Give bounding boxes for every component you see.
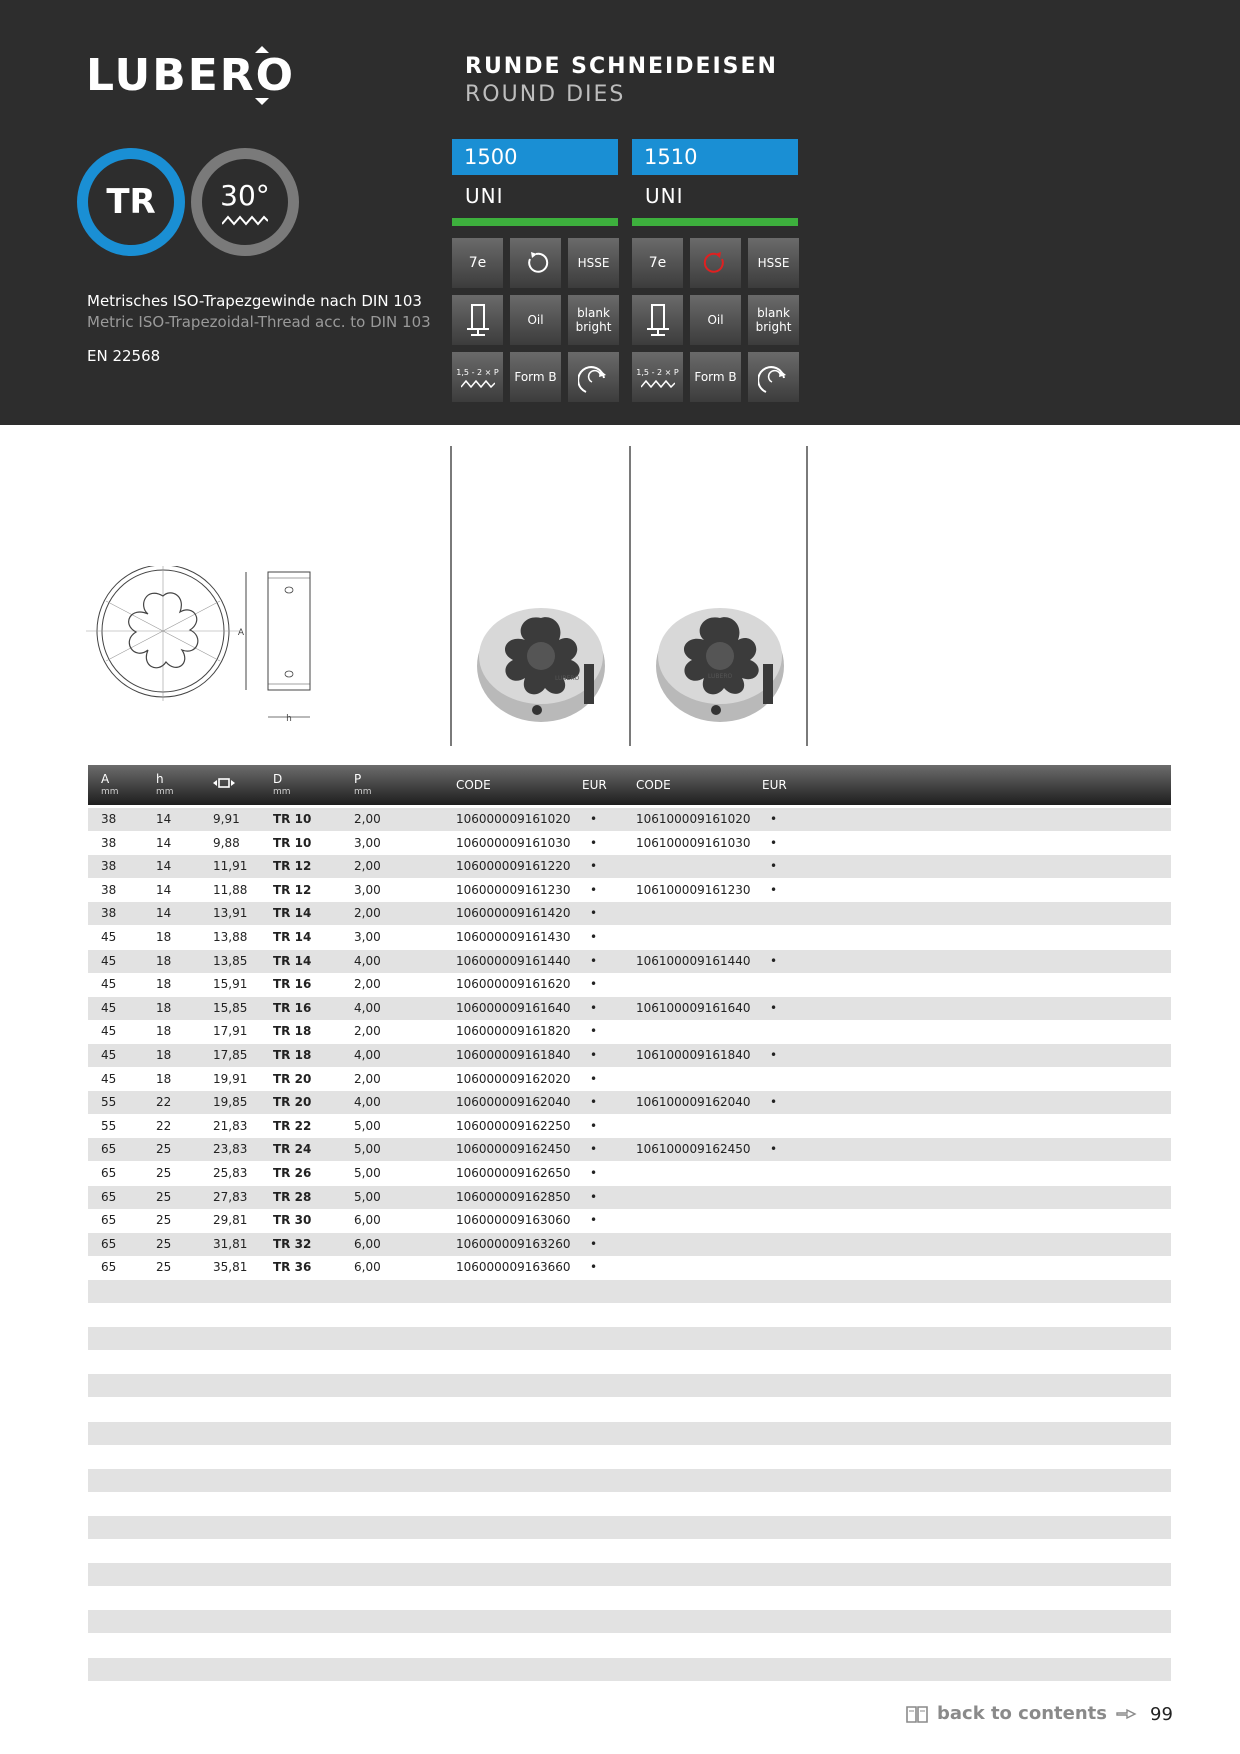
- form-label: Form B: [694, 370, 737, 384]
- table-row: [88, 1138, 1171, 1161]
- cell-eur-1510: •: [770, 836, 778, 850]
- cell-d: TR 24: [273, 1142, 312, 1156]
- cell-core: 25,83: [213, 1166, 248, 1180]
- surface-tile: [748, 295, 799, 345]
- table-header: [88, 765, 1171, 805]
- table-row: [88, 808, 1171, 831]
- cell-core: 31,81: [213, 1237, 248, 1251]
- column-divider: [806, 446, 808, 746]
- cell-d: TR 16: [273, 1001, 312, 1015]
- cutting-direction-icon: [758, 360, 790, 394]
- cell-p: 3,00: [354, 883, 381, 897]
- cell-eur-1500: •: [590, 1213, 598, 1227]
- cell-core: 21,83: [213, 1119, 248, 1133]
- table-row: [88, 1186, 1171, 1209]
- cell-eur-1500: •: [590, 1142, 598, 1156]
- cell-code-1510: 106100009162040: [636, 1095, 751, 1109]
- table-row: [88, 832, 1171, 855]
- cell-p: 2,00: [354, 1072, 381, 1086]
- cell-core: 9,91: [213, 812, 240, 826]
- cell-code-1500: 106000009162850: [456, 1190, 571, 1204]
- table-row: [88, 1020, 1171, 1043]
- cell-h: 14: [156, 906, 172, 920]
- cell-a: 45: [101, 1001, 117, 1015]
- cell-code-1500: 106000009161820: [456, 1024, 571, 1038]
- cell-d: TR 32: [273, 1237, 312, 1251]
- cell-p: 5,00: [354, 1142, 381, 1156]
- cell-p: 6,00: [354, 1237, 381, 1251]
- cell-p: 5,00: [354, 1166, 381, 1180]
- cell-core: 15,91: [213, 977, 248, 991]
- description-en: Metric ISO-Trapezoidal-Thread acc. to DIN 103: [87, 313, 431, 331]
- table-row: [88, 855, 1171, 878]
- cell-code-1500: 106000009162450: [456, 1142, 571, 1156]
- cell-eur-1500: •: [590, 977, 598, 991]
- cell-a: 38: [101, 812, 117, 826]
- surface-tile: [568, 295, 619, 345]
- cell-eur-1510: •: [770, 1001, 778, 1015]
- cell-eur-1500: •: [590, 1166, 598, 1180]
- empty-table-row: [88, 1374, 1171, 1397]
- col-header-eur-1500: EUR: [582, 778, 607, 792]
- cell-code-1500: 106000009161840: [456, 1048, 571, 1062]
- cell-a: 45: [101, 1024, 117, 1038]
- table-row: [88, 1068, 1171, 1091]
- cell-h: 22: [156, 1119, 172, 1133]
- cell-d: TR 18: [273, 1048, 312, 1062]
- table-row: [88, 950, 1171, 973]
- empty-table-row: [88, 1327, 1171, 1350]
- cell-eur-1510: •: [770, 883, 778, 897]
- page-title-en: ROUND DIES: [465, 82, 626, 107]
- coolant-tile: [690, 295, 741, 345]
- table-row: [88, 997, 1171, 1020]
- cell-p: 2,00: [354, 1024, 381, 1038]
- photo-brand-label: LUBERO: [708, 673, 733, 680]
- col-header-unit: mm: [354, 787, 372, 797]
- core-diameter-icon: [213, 777, 235, 789]
- col-header-label: A: [101, 772, 110, 786]
- col-header-label: h: [156, 772, 164, 786]
- cell-h: 14: [156, 883, 172, 897]
- empty-table-row: [88, 1563, 1171, 1586]
- col-header-unit: mm: [273, 787, 291, 797]
- cell-a: 45: [101, 954, 117, 968]
- cell-code-1500: 106000009161230: [456, 883, 571, 897]
- cell-eur-1500: •: [590, 954, 598, 968]
- cell-code-1500: 106000009162020: [456, 1072, 571, 1086]
- col-header-unit: mm: [101, 787, 119, 797]
- product-type-1510: UNI: [645, 184, 684, 208]
- product-code-tab-1510: 1510: [632, 139, 798, 175]
- cell-h: 14: [156, 812, 172, 826]
- table-row: [88, 973, 1171, 996]
- left-hand-rotation-icon: [702, 249, 730, 277]
- cell-h: 14: [156, 836, 172, 850]
- material-tile: [748, 238, 799, 288]
- through-hole-tile: [452, 295, 503, 345]
- logo-mark-top-icon: [255, 46, 269, 53]
- cell-p: 2,00: [354, 812, 381, 826]
- table-row: [88, 1115, 1171, 1138]
- cell-a: 65: [101, 1213, 117, 1227]
- empty-table-row: [88, 1658, 1171, 1681]
- cell-eur-1500: •: [590, 1001, 598, 1015]
- cell-code-1500: 106000009162040: [456, 1095, 571, 1109]
- cell-eur-1500: •: [590, 1072, 598, 1086]
- cell-code-1500: 106000009161420: [456, 906, 571, 920]
- cell-eur-1500: •: [590, 1048, 598, 1062]
- col-header-label: D: [273, 772, 283, 786]
- cell-p: 4,00: [354, 1001, 381, 1015]
- cell-core: 17,91: [213, 1024, 248, 1038]
- chamfer-icon: [641, 380, 675, 388]
- product-photo-1510: [652, 604, 788, 724]
- table-row: [88, 879, 1171, 902]
- cell-p: 4,00: [354, 1095, 381, 1109]
- cell-core: 17,85: [213, 1048, 248, 1062]
- cell-a: 45: [101, 977, 117, 991]
- cell-eur-1500: •: [590, 859, 598, 873]
- cell-p: 3,00: [354, 836, 381, 850]
- empty-table-row: [88, 1634, 1171, 1657]
- description-de: Metrisches ISO-Trapezgewinde nach DIN 103: [87, 292, 422, 310]
- tolerance-label: 7e: [468, 255, 487, 271]
- cell-a: 38: [101, 836, 117, 850]
- chamfer-icon: [461, 380, 495, 388]
- cell-d: TR 30: [273, 1213, 312, 1227]
- cell-code-1500: 106000009161030: [456, 836, 571, 850]
- empty-table-row: [88, 1540, 1171, 1563]
- tolerance-tile: [452, 238, 503, 288]
- cell-a: 38: [101, 859, 117, 873]
- cell-a: 65: [101, 1166, 117, 1180]
- cell-h: 25: [156, 1260, 172, 1274]
- cell-d: TR 12: [273, 859, 312, 873]
- cell-d: TR 14: [273, 906, 312, 920]
- col-header-a: [101, 773, 119, 799]
- col-header-unit: mm: [156, 787, 174, 797]
- cell-code-1500: 106000009161430: [456, 930, 571, 944]
- col-header-label: P: [354, 772, 362, 786]
- cell-h: 18: [156, 954, 172, 968]
- table-row: [88, 1091, 1171, 1114]
- cell-eur-1500: •: [590, 1095, 598, 1109]
- left-hand-rotation-tile: [690, 238, 741, 288]
- cell-d: TR 36: [273, 1260, 312, 1274]
- cell-code-1510: 106100009162450: [636, 1142, 751, 1156]
- cell-core: 11,91: [213, 859, 248, 873]
- cell-eur-1510: •: [770, 954, 778, 968]
- empty-table-row: [88, 1469, 1171, 1492]
- col-header-code-1500: CODE: [456, 778, 491, 792]
- cell-h: 18: [156, 977, 172, 991]
- coolant-label: Oil: [707, 313, 724, 327]
- cell-code-1510: 106100009161230: [636, 883, 751, 897]
- header-band: [0, 0, 1240, 425]
- through-hole-tile: [632, 295, 683, 345]
- thread-angle-label: 30°: [220, 178, 270, 212]
- cell-h: 25: [156, 1237, 172, 1251]
- cell-core: 9,88: [213, 836, 240, 850]
- cell-core: 19,91: [213, 1072, 248, 1086]
- product-photo-1500: [473, 604, 609, 724]
- cell-eur-1510: •: [770, 1142, 778, 1156]
- back-to-contents-link[interactable]: [905, 1703, 1137, 1724]
- cell-eur-1500: •: [590, 1024, 598, 1038]
- product-type-1500: UNI: [465, 184, 504, 208]
- cell-eur-1500: •: [590, 883, 598, 897]
- cell-d: TR 10: [273, 836, 312, 850]
- photo-brand-label: LUBERO: [555, 675, 580, 682]
- drawing-label-a: A: [237, 628, 244, 638]
- chamfer-tile: [452, 352, 503, 402]
- cell-code-1510: 106100009161440: [636, 954, 751, 968]
- table-row: [88, 1209, 1171, 1232]
- cell-eur-1500: •: [590, 1190, 598, 1204]
- table-row: [88, 1044, 1171, 1067]
- cell-a: 55: [101, 1095, 117, 1109]
- col-header-eur-1510: EUR: [762, 778, 787, 792]
- cell-h: 25: [156, 1166, 172, 1180]
- cell-code-1500: 106000009163260: [456, 1237, 571, 1251]
- cell-a: 65: [101, 1260, 117, 1274]
- cell-code-1510: 106100009161020: [636, 812, 751, 826]
- cell-code-1500: 106000009162650: [456, 1166, 571, 1180]
- thread-wave-icon: [222, 214, 268, 226]
- cell-a: 38: [101, 883, 117, 897]
- cell-d: TR 10: [273, 812, 312, 826]
- cell-code-1500: 106000009161020: [456, 812, 571, 826]
- through-hole-icon: [645, 303, 671, 337]
- cell-h: 18: [156, 1072, 172, 1086]
- cell-p: 3,00: [354, 930, 381, 944]
- cell-eur-1510: •: [770, 1095, 778, 1109]
- back-to-contents-label[interactable]: back to contents: [937, 1703, 1107, 1724]
- cell-a: 65: [101, 1190, 117, 1204]
- cell-eur-1500: •: [590, 836, 598, 850]
- table-row: [88, 1162, 1171, 1185]
- chamfer-tile: [632, 352, 683, 402]
- cell-d: TR 14: [273, 930, 312, 944]
- cell-code-1500: 106000009161220: [456, 859, 571, 873]
- chamfer-label: 1,5 - 2 × P: [636, 368, 679, 377]
- cell-core: 23,83: [213, 1142, 248, 1156]
- cell-core: 13,85: [213, 954, 248, 968]
- cell-core: 35,81: [213, 1260, 248, 1274]
- empty-table-row: [88, 1610, 1171, 1633]
- empty-table-row: [88, 1587, 1171, 1610]
- cell-eur-1500: •: [590, 1119, 598, 1133]
- material-tile: [568, 238, 619, 288]
- coolant-tile: [510, 295, 561, 345]
- cell-core: 13,88: [213, 930, 248, 944]
- cell-p: 2,00: [354, 977, 381, 991]
- surface-label-2: bright: [575, 320, 612, 334]
- cell-h: 14: [156, 859, 172, 873]
- standard-norm: EN 22568: [87, 347, 161, 365]
- cell-eur-1500: •: [590, 1237, 598, 1251]
- cell-code-1500: 106000009161640: [456, 1001, 571, 1015]
- cell-eur-1500: •: [590, 930, 598, 944]
- col-header-h: [156, 773, 174, 799]
- table-row: [88, 1256, 1171, 1279]
- surface-label: blank: [757, 306, 790, 320]
- cell-core: 29,81: [213, 1213, 248, 1227]
- book-icon: [905, 1704, 929, 1724]
- surface-label-2: bright: [755, 320, 792, 334]
- cell-eur-1510: •: [770, 859, 778, 873]
- col-header-core-diameter: [213, 777, 235, 792]
- cell-p: 6,00: [354, 1260, 381, 1274]
- page-title-de: RUNDE SCHNEIDEISEN: [465, 54, 778, 79]
- cell-eur-1500: •: [590, 906, 598, 920]
- drawing-label-h: h: [286, 714, 292, 724]
- cutting-direction-icon: [578, 360, 610, 394]
- cell-eur-1500: •: [590, 1260, 598, 1274]
- cell-code-1500: 106000009162250: [456, 1119, 571, 1133]
- cutting-direction-tile: [568, 352, 619, 402]
- table-row: [88, 1233, 1171, 1256]
- cell-d: TR 28: [273, 1190, 312, 1204]
- cell-code-1510: 106100009161840: [636, 1048, 751, 1062]
- cell-code-1510: 106100009161030: [636, 836, 751, 850]
- column-divider: [450, 446, 452, 746]
- empty-table-row: [88, 1516, 1171, 1539]
- cell-a: 55: [101, 1119, 117, 1133]
- cell-core: 11,88: [213, 883, 248, 897]
- technical-drawing: [86, 566, 326, 726]
- cell-a: 45: [101, 1048, 117, 1062]
- cell-h: 18: [156, 930, 172, 944]
- cell-p: 2,00: [354, 906, 381, 920]
- product-bar-1510: [632, 218, 798, 226]
- cell-code-1510: 106100009161640: [636, 1001, 751, 1015]
- cell-a: 45: [101, 930, 117, 944]
- cell-p: 5,00: [354, 1119, 381, 1133]
- right-hand-rotation-tile: [510, 238, 561, 288]
- form-tile: [690, 352, 741, 402]
- cell-h: 25: [156, 1190, 172, 1204]
- thread-type-label: TR: [106, 182, 156, 222]
- table-row: [88, 926, 1171, 949]
- empty-table-row: [88, 1492, 1171, 1515]
- right-hand-rotation-icon: [522, 249, 550, 277]
- col-header-code-1510: CODE: [636, 778, 671, 792]
- cell-d: TR 12: [273, 883, 312, 897]
- chamfer-label: 1,5 - 2 × P: [456, 368, 499, 377]
- through-hole-icon: [465, 303, 491, 337]
- cell-p: 4,00: [354, 954, 381, 968]
- product-bar-1500: [452, 218, 618, 226]
- cell-h: 18: [156, 1048, 172, 1062]
- table-row: [88, 902, 1171, 925]
- product-code-tab-1500: 1500: [452, 139, 618, 175]
- coolant-label: Oil: [527, 313, 544, 327]
- cell-d: TR 20: [273, 1095, 312, 1109]
- column-divider: [629, 446, 631, 746]
- material-label: HSSE: [577, 256, 610, 270]
- form-tile: [510, 352, 561, 402]
- pointing-hand-icon: [1115, 1705, 1137, 1723]
- empty-table-row: [88, 1445, 1171, 1468]
- cell-p: 6,00: [354, 1213, 381, 1227]
- cell-a: 65: [101, 1237, 117, 1251]
- cell-code-1500: 106000009161440: [456, 954, 571, 968]
- logo-mark-bottom-icon: [255, 98, 269, 105]
- cell-h: 18: [156, 1024, 172, 1038]
- material-label: HSSE: [757, 256, 790, 270]
- cell-h: 25: [156, 1213, 172, 1227]
- surface-label: blank: [577, 306, 610, 320]
- cell-d: TR 18: [273, 1024, 312, 1038]
- cell-eur-1510: •: [770, 1048, 778, 1062]
- col-header-d: [273, 773, 291, 799]
- cell-p: 2,00: [354, 859, 381, 873]
- form-label: Form B: [514, 370, 557, 384]
- tolerance-label: 7e: [648, 255, 667, 271]
- cell-d: TR 16: [273, 977, 312, 991]
- cell-d: TR 26: [273, 1166, 312, 1180]
- cutting-direction-tile: [748, 352, 799, 402]
- cell-a: 38: [101, 906, 117, 920]
- thread-angle-badge: [191, 148, 299, 256]
- cell-core: 27,83: [213, 1190, 248, 1204]
- tolerance-tile: [632, 238, 683, 288]
- empty-table-row: [88, 1398, 1171, 1421]
- empty-table-row: [88, 1304, 1171, 1327]
- cell-core: 19,85: [213, 1095, 248, 1109]
- cell-h: 22: [156, 1095, 172, 1109]
- cell-d: TR 20: [273, 1072, 312, 1086]
- empty-table-row: [88, 1280, 1171, 1303]
- col-header-p: [354, 773, 372, 799]
- cell-eur-1510: •: [770, 812, 778, 826]
- empty-table-row: [88, 1422, 1171, 1445]
- cell-code-1500: 106000009163060: [456, 1213, 571, 1227]
- brand-logo: LUBERO: [86, 50, 296, 101]
- cell-p: 5,00: [354, 1190, 381, 1204]
- cell-code-1500: 106000009163660: [456, 1260, 571, 1274]
- cell-d: TR 22: [273, 1119, 312, 1133]
- cell-a: 45: [101, 1072, 117, 1086]
- cell-d: TR 14: [273, 954, 312, 968]
- cell-h: 25: [156, 1142, 172, 1156]
- cell-p: 4,00: [354, 1048, 381, 1062]
- cell-core: 15,85: [213, 1001, 248, 1015]
- cell-eur-1500: •: [590, 812, 598, 826]
- thread-type-badge: [77, 148, 185, 256]
- cell-a: 65: [101, 1142, 117, 1156]
- empty-table-row: [88, 1351, 1171, 1374]
- cell-h: 18: [156, 1001, 172, 1015]
- cell-code-1500: 106000009161620: [456, 977, 571, 991]
- cell-core: 13,91: [213, 906, 248, 920]
- page-number: 99: [1150, 1704, 1173, 1725]
